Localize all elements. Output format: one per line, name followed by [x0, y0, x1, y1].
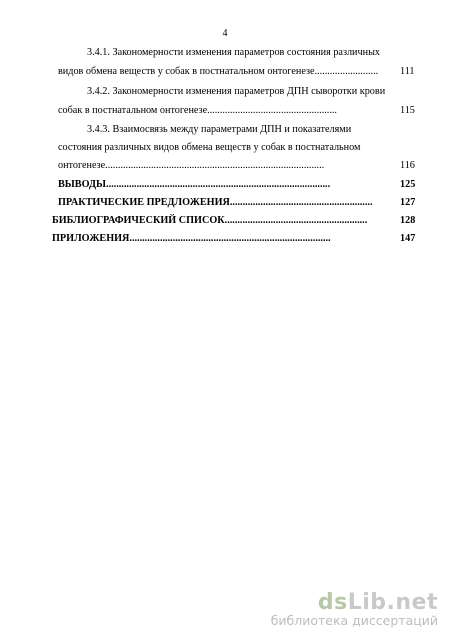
- watermark-logo-ds: ds: [317, 590, 348, 615]
- toc-entry-3-4-1-line-2: видов обмена веществ у собак в постнатальном онтогенезе.........................: [58, 66, 379, 77]
- page-number: 4: [222, 28, 228, 39]
- toc-entry-3-4-3-line-2: состояния различных видов обмена веществ у собак в постнатальном: [58, 142, 361, 153]
- watermark-logo-lib: Lib: [347, 590, 387, 615]
- toc-entry-appendices-page: 147: [400, 233, 416, 244]
- watermark-logo-net: .net: [386, 590, 438, 615]
- toc-entry-conclusions-page: 125: [400, 179, 416, 190]
- toc-entry-3-4-2-page: 115: [400, 105, 415, 116]
- watermark-logo: [271, 590, 438, 615]
- watermark: [271, 590, 438, 628]
- toc-entry-3-4-2-line-1: 3.4.2. Закономерности изменения параметров ДПН сыворотки крови: [87, 86, 386, 97]
- toc-entry-bibliography-page: 128: [400, 215, 416, 226]
- toc-entry-conclusions: ВЫВОДЫ........................................................................................: [58, 179, 331, 190]
- toc-entry-3-4-1-line-1: 3.4.1. Закономерности изменения параметров состояния различных: [87, 47, 381, 58]
- toc-entry-3-4-1-page: 111: [400, 66, 415, 77]
- toc-entry-appendices: ПРИЛОЖЕНИЯ...............................................................................: [52, 233, 331, 244]
- toc-entry-practical-proposals-page: 127: [400, 197, 416, 208]
- toc-entry-3-4-2-line-2: собак в постнатальном онтогенезе...................................................: [58, 105, 337, 116]
- watermark-subtitle: библиотека диссертаций: [270, 613, 438, 628]
- toc-entry-3-4-3-line-1: 3.4.3. Взаимосвязь между параметрами ДПН и показателями: [87, 124, 352, 135]
- toc-entry-3-4-3-page: 116: [400, 160, 415, 171]
- toc-entry-bibliography: БИБЛИОГРАФИЧЕСКИЙ СПИСОК........................................................: [52, 215, 368, 226]
- toc-entry-3-4-3-line-3: онтогенезе......................................................................................: [58, 160, 325, 171]
- toc-entry-practical-proposals: ПРАКТИЧЕСКИЕ ПРЕДЛОЖЕНИЯ........................................................: [58, 197, 373, 208]
